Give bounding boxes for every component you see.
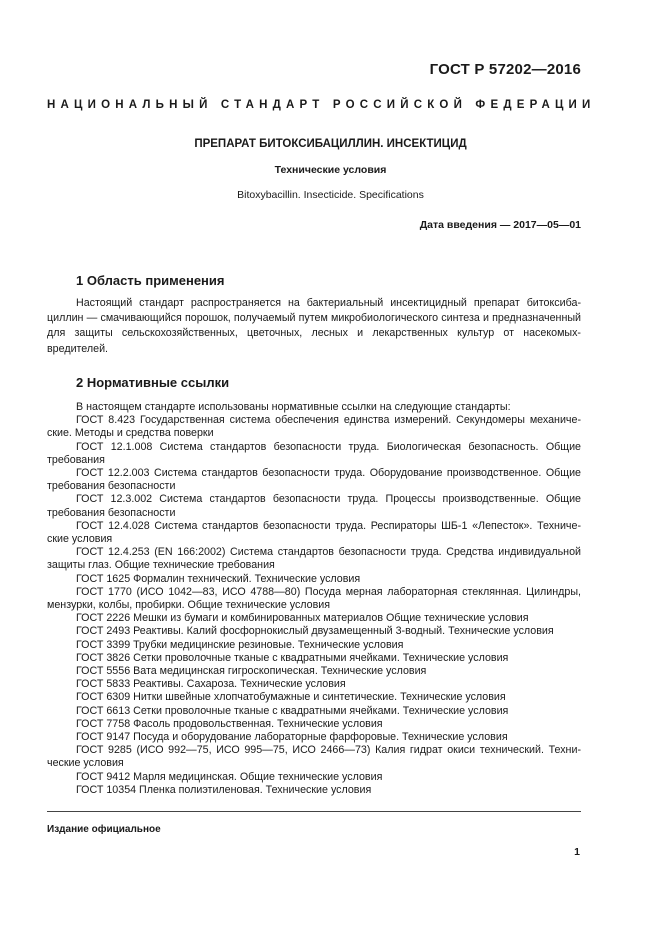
reference-item: ГОСТ 2226 Мешки из бумаги и комбинированных материалов Общие технические условия: [76, 612, 529, 625]
reference-item: ГОСТ 12.2.003 Система стандартов безопасности труда. Оборудование производственное. Общие требования безопасности: [47, 467, 581, 493]
reference-item: ГОСТ 7758 Фасоль продовольственная. Технические условия: [76, 717, 383, 730]
document-code: ГОСТ Р 57202—2016: [429, 61, 581, 78]
document-subtitle: Технические условия: [274, 164, 387, 176]
reference-item: ГОСТ 9147 Посуда и оборудование лабораторные фарфоровые. Технические условия: [76, 731, 508, 744]
section-1-paragraph: Настоящий стандарт распространяется на бактериальный инсектицидный препарат битоксибациллин — смачивающийся порошок, получаемый путем микробиологического синтеза и предназначенный для защиты сельскохозяйственных, цветочных, лесных и лекарственных культур от насекомых-вредителей.: [47, 297, 581, 355]
reference-item: ГОСТ 10354 Пленка полиэтиленовая. Технические условия: [76, 783, 372, 796]
english-title: Bitoxybacillin. Insecticide. Specifications: [237, 189, 424, 201]
section-1-heading: 1 Область применения: [76, 273, 225, 288]
reference-item: ГОСТ 3826 Сетки проволочные тканые с квадратными ячейками. Технические условия: [76, 651, 509, 664]
introduction-date: Дата введения — 2017—05—01: [419, 219, 581, 231]
reference-item: ГОСТ 5833 Реактивы. Сахароза. Технические условия: [76, 678, 346, 691]
page-number: 1: [574, 846, 580, 858]
reference-item: ГОСТ 8.423 Государственная система обеспечения единства измерений. Секундомеры механические. Методы и средства поверки: [47, 414, 581, 440]
reference-item: ГОСТ 1625 Формалин технический. Технические условия: [76, 572, 361, 585]
reference-item: ГОСТ 9412 Марля медицинская. Общие технические условия: [76, 770, 383, 783]
reference-item: ГОСТ 12.4.028 Система стандартов безопасности труда. Респираторы ШБ-1 «Лепесток». Технические условия: [47, 519, 581, 546]
footer-divider: [47, 811, 581, 812]
national-standard-banner: НАЦИОНАЛЬНЫЙ СТАНДАРТ РОССИЙСКОЙ ФЕДЕРАЦИИ: [47, 99, 596, 111]
reference-item: ГОСТ 6613 Сетки проволочные тканые с квадратными ячейками. Технические условия: [76, 704, 509, 717]
official-edition-label: Издание официальное: [47, 824, 161, 835]
references-intro: В настоящем стандарте использованы нормативные ссылки на следующие стандарты:: [76, 401, 511, 413]
reference-item: ГОСТ 6309 Нитки швейные хлопчатобумажные и синтетические. Технические условия: [76, 691, 506, 704]
reference-item: ГОСТ 1770 (ИСО 1042—83, ИСО 4788—80) Посуда мерная лабораторная стеклянная. Цилиндры, мензурки, колбы, пробирки. Общие технические условия: [47, 585, 581, 612]
reference-item: ГОСТ 12.4.253 (EN 166:2002) Система стандартов безопасности труда. Средства индивидуальной защиты глаз. Общие технические требования: [47, 546, 581, 572]
reference-item: ГОСТ 12.1.008 Система стандартов безопасности труда. Биологическая безопасность. Общие требования: [47, 440, 581, 466]
reference-item: ГОСТ 12.3.002 Система стандартов безопасности труда. Процессы производственные. Общие требования безопасности: [47, 493, 581, 519]
reference-item: ГОСТ 3399 Трубки медицинские резиновые. Технические условия: [76, 638, 404, 651]
reference-item: ГОСТ 2493 Реактивы. Калий фосфорнокислый двузамещенный 3-водный. Технические условия: [76, 625, 554, 638]
section-2-heading: 2 Нормативные ссылки: [76, 375, 230, 390]
normative-references-list: [47, 401, 581, 797]
section-1-body: [47, 296, 581, 357]
reference-item: ГОСТ 5556 Вата медицинская гигроскопическая. Технические условия: [76, 665, 427, 678]
reference-item: ГОСТ 9285 (ИСО 992—75, ИСО 995—75, ИСО 2466—73) Калия гидрат окиси технический. Технические условия: [47, 744, 581, 770]
document-title: ПРЕПАРАТ БИТОКСИБАЦИЛЛИН. ИНСЕКТИЦИД: [194, 138, 467, 150]
